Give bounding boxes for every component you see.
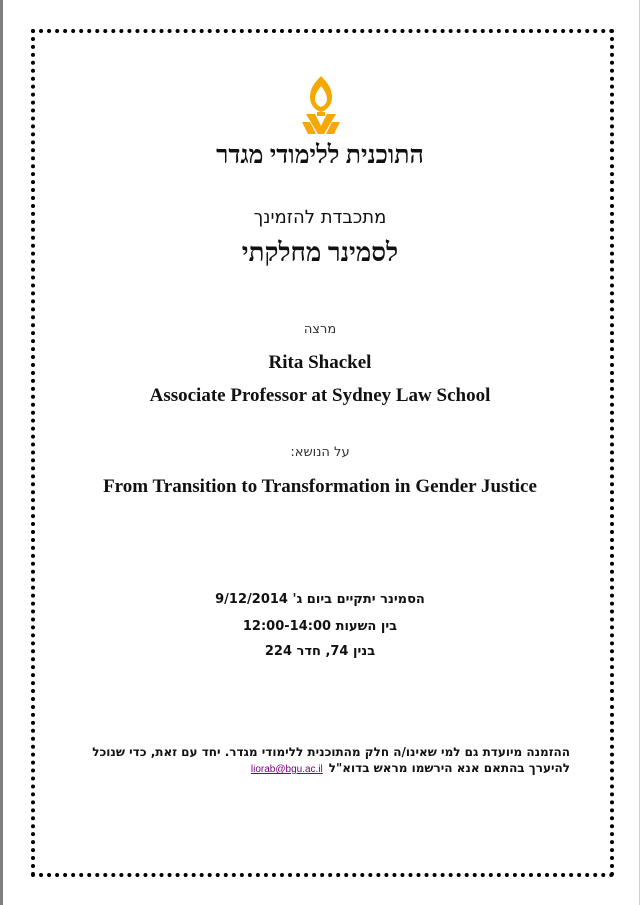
university-logo-icon xyxy=(302,76,340,134)
speaker-name: Rita Shackel xyxy=(268,352,372,373)
note-line-1: ההזמנה מיועדת גם למי שאינו/ה חלק מהתוכנית ללימודי מגדר. יחד עם זאת, כדי שנוכל xyxy=(92,745,570,759)
email-link[interactable]: liorab@bgu.ac.il xyxy=(250,764,323,775)
talk-title: From Transition to Transformation in Gender Justice xyxy=(103,476,537,497)
lecturer-label: מרצה xyxy=(303,322,337,337)
registration-note xyxy=(70,744,570,778)
seminar-location: בנין 74, חדר 224 xyxy=(264,644,376,659)
topic-label: על הנושא: xyxy=(290,445,350,460)
seminar-time: בין השעות 12:00-14:00 xyxy=(242,619,398,634)
note-line-2-text: להיערך בהתאם אנא הירשמו מראש בדוא"ל xyxy=(328,761,570,775)
seminar-date: הסמינר יתקיים ביום ג' 9/12/2014 xyxy=(215,592,425,607)
seminar-title: לסמינר מחלקתי xyxy=(241,238,399,267)
org-title: התוכנית ללימודי מגדר xyxy=(216,142,424,169)
speaker-title: Associate Professor at Sydney Law School xyxy=(149,385,491,406)
note-line-2 xyxy=(70,760,570,778)
invite-line: מתכבדת להזמינך xyxy=(253,207,387,228)
